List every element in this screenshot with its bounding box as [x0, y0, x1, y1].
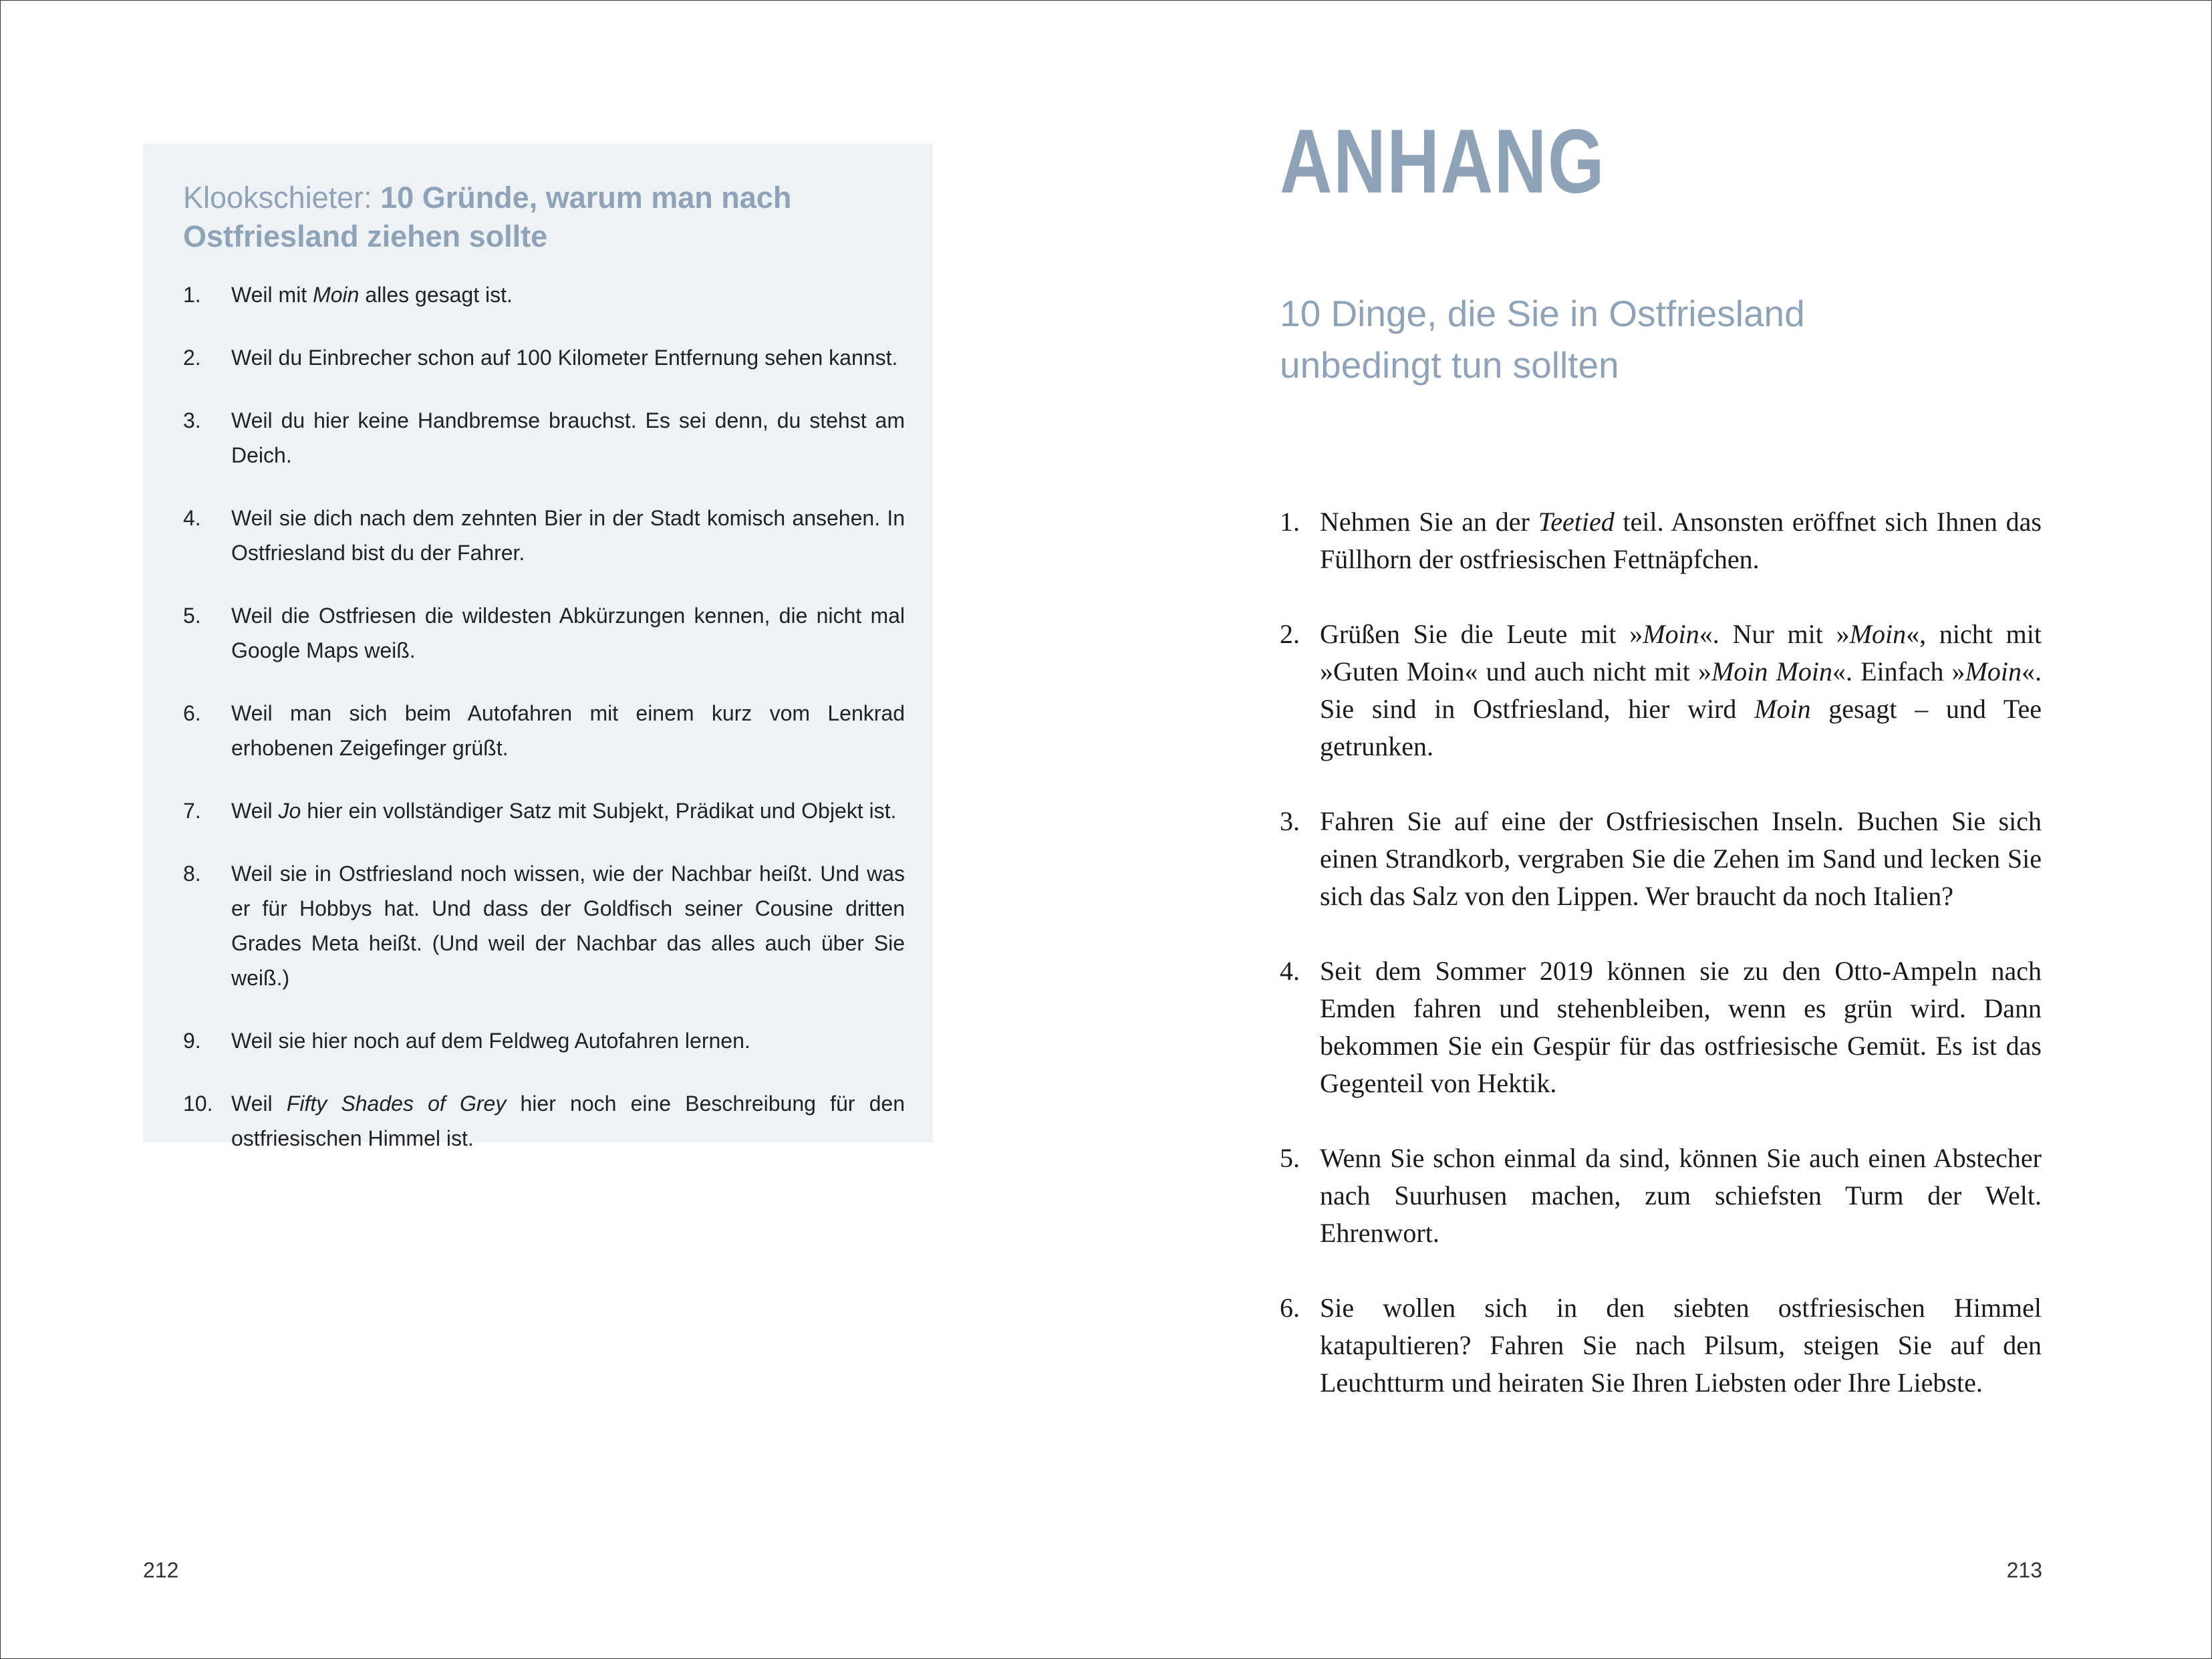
list-number: 10.: [183, 1092, 213, 1116]
list-number: 5.: [183, 604, 201, 628]
left-page: [1, 1, 1106, 1658]
main-list-item: [1280, 952, 2042, 1102]
list-item-text-part: «. Einfach »: [1832, 656, 1965, 686]
box-title-bold: 10 Gründe, warum man nach Ostfriesland ziehen sollte: [183, 180, 792, 253]
list-number: 1.: [183, 283, 201, 307]
list-number: 3.: [1280, 806, 1300, 836]
box-list-item: [183, 598, 905, 668]
list-number: 3.: [183, 408, 201, 432]
list-item-text-part: gesagt – und Tee getrunken.: [1320, 694, 2042, 761]
list-number: 4.: [183, 506, 201, 530]
main-list-item: [1280, 1140, 2042, 1252]
list-item-text-part: Moin: [1965, 656, 2022, 686]
box-list-item: [183, 1086, 905, 1156]
list-number: 1.: [1280, 507, 1300, 537]
list-item-text-part: Sie wollen sich in den siebten ostfriesischen Himmel katapultieren? Fahren Sie nach Pilsum, steigen Sie auf den Leuchtturm und heiraten Sie Ihren Liebsten oder Ihre Liebste.: [1320, 1293, 2042, 1398]
list-item-text-pre: Weil sie in Ostfriesland noch wissen, wie der Nachbar heißt. Und was er für Hobbys hat. Und dass der Goldfisch seiner Cousine dritten Grades Meta heißt. (Und weil der Nachbar das alles auch über Sie weiß.): [231, 862, 905, 990]
list-item-text-pre: Weil du Einbrecher schon auf 100 Kilometer Entfernung sehen kannst.: [231, 346, 898, 370]
list-item-text-part: Moin Moin: [1711, 656, 1832, 686]
list-number: 6.: [1280, 1293, 1300, 1323]
list-item-text-em: Moin: [313, 283, 360, 307]
box-list-item: [183, 1023, 905, 1058]
list-item-text-pre: Weil sie hier noch auf dem Feldweg Autofahren lernen.: [231, 1029, 750, 1053]
list-number: 9.: [183, 1029, 201, 1053]
section-title: 10 Dinge, die Sie in Ostfriesland unbedingt tun sollten: [1280, 293, 1805, 386]
list-number: 5.: [1280, 1143, 1300, 1173]
list-number: 2.: [183, 346, 201, 370]
box-list-item: [183, 501, 905, 570]
list-item-text-pre: Weil du hier keine Handbremse brauchst. Es sei denn, du stehst am Deich.: [231, 408, 905, 467]
list-item-text-em: Jo: [278, 799, 301, 823]
list-item-text-part: Moin: [1754, 694, 1811, 724]
list-item-text-part: «. Nur mit »: [1699, 619, 1850, 649]
main-list: [1280, 503, 2042, 1439]
list-item-text-part: teil. Ansonsten eröffnet sich Ihnen das Füllhorn der ostfriesischen Fettnäpfchen.: [1320, 507, 2042, 574]
list-item-text-part: Nehmen Sie an der: [1320, 507, 1538, 537]
box-title-light: Klookschieter:: [183, 180, 381, 215]
list-item-text-part: Fahren Sie auf eine der Ostfriesischen Inseln. Buchen Sie sich einen Strandkorb, vergraben Sie die Zehen im Sand und lecken Sie sich das Salz von den Lippen. Wer braucht da noch Italien?: [1320, 806, 2042, 911]
list-number: 2.: [1280, 619, 1300, 649]
list-number: 7.: [183, 799, 201, 823]
page-number-right: 213: [2006, 1558, 2042, 1582]
list-item-text-post: hier noch eine Beschreibung für den ostfriesischen Himmel ist.: [231, 1092, 906, 1150]
list-item-text-pre: Weil sie dich nach dem zehnten Bier in der Stadt komisch ansehen. In Ostfriesland bist du der Fahrer.: [231, 506, 905, 565]
list-item-text-pre: Weil mit: [231, 283, 313, 307]
box-title: [183, 178, 891, 256]
list-item-text-pre: Weil: [231, 1092, 287, 1116]
box-list-item: [183, 793, 905, 828]
box-list-item: [183, 696, 905, 765]
list-item-text-pre: Weil man sich beim Autofahren mit einem kurz vom Lenkrad erhobenen Zeigefinger grüßt.: [231, 701, 905, 760]
list-item-text-part: «. Sie sind in Ostfriesland, hier wird: [1320, 656, 2042, 724]
list-item-text-pre: Weil: [231, 799, 279, 823]
list-item-text-post: hier ein vollständiger Satz mit Subjekt, Prädikat und Objekt ist.: [301, 799, 897, 823]
main-list-item: [1280, 616, 2042, 765]
list-item-text-post: alles gesagt ist.: [359, 283, 513, 307]
list-item-text-part: Grüßen Sie die Leute mit »: [1320, 619, 1643, 649]
main-list-item: [1280, 803, 2042, 915]
box-list-item: [183, 403, 905, 473]
chapter-title: ANHANG: [1280, 110, 1606, 212]
list-item-text-part: Moin: [1849, 619, 1907, 649]
list-item-text-part: «, nicht mit »Guten Moin« und auch nicht mit »: [1320, 619, 2042, 686]
box-list-item: [183, 277, 905, 312]
list-item-text-part: Seit dem Sommer 2019 können sie zu den Otto-Ampeln nach Emden fahren und stehenbleiben, wenn es grün wird. Dann bekommen Sie ein Gespür für das ostfriesische Gemüt. Es ist das Gegenteil von Hektik.: [1320, 956, 2042, 1098]
list-number: 8.: [183, 862, 201, 886]
box-list-item: [183, 856, 905, 995]
list-item-text-pre: Weil die Ostfriesen die wildesten Abkürzungen kennen, die nicht mal Google Maps weiß.: [231, 604, 905, 662]
list-number: 6.: [183, 701, 201, 725]
page-number-left: 212: [143, 1558, 179, 1582]
box-list-item: [183, 340, 905, 375]
list-item-text-em: Fifty Shades of Grey: [286, 1092, 507, 1116]
right-page: [1106, 1, 2211, 1658]
box-list: [183, 277, 905, 1184]
list-item-text-part: Moin: [1643, 619, 1699, 649]
list-item-text-part: Teetied: [1538, 507, 1615, 537]
list-number: 4.: [1280, 956, 1300, 986]
main-list-item: [1280, 1289, 2042, 1402]
sidebar-box: [143, 144, 933, 1150]
list-item-text-part: Wenn Sie schon einmal da sind, können Sie auch einen Abstecher nach Suurhusen machen, zum schiefsten Turm der Welt. Ehrenwort.: [1320, 1143, 2042, 1248]
main-list-item: [1280, 503, 2042, 578]
